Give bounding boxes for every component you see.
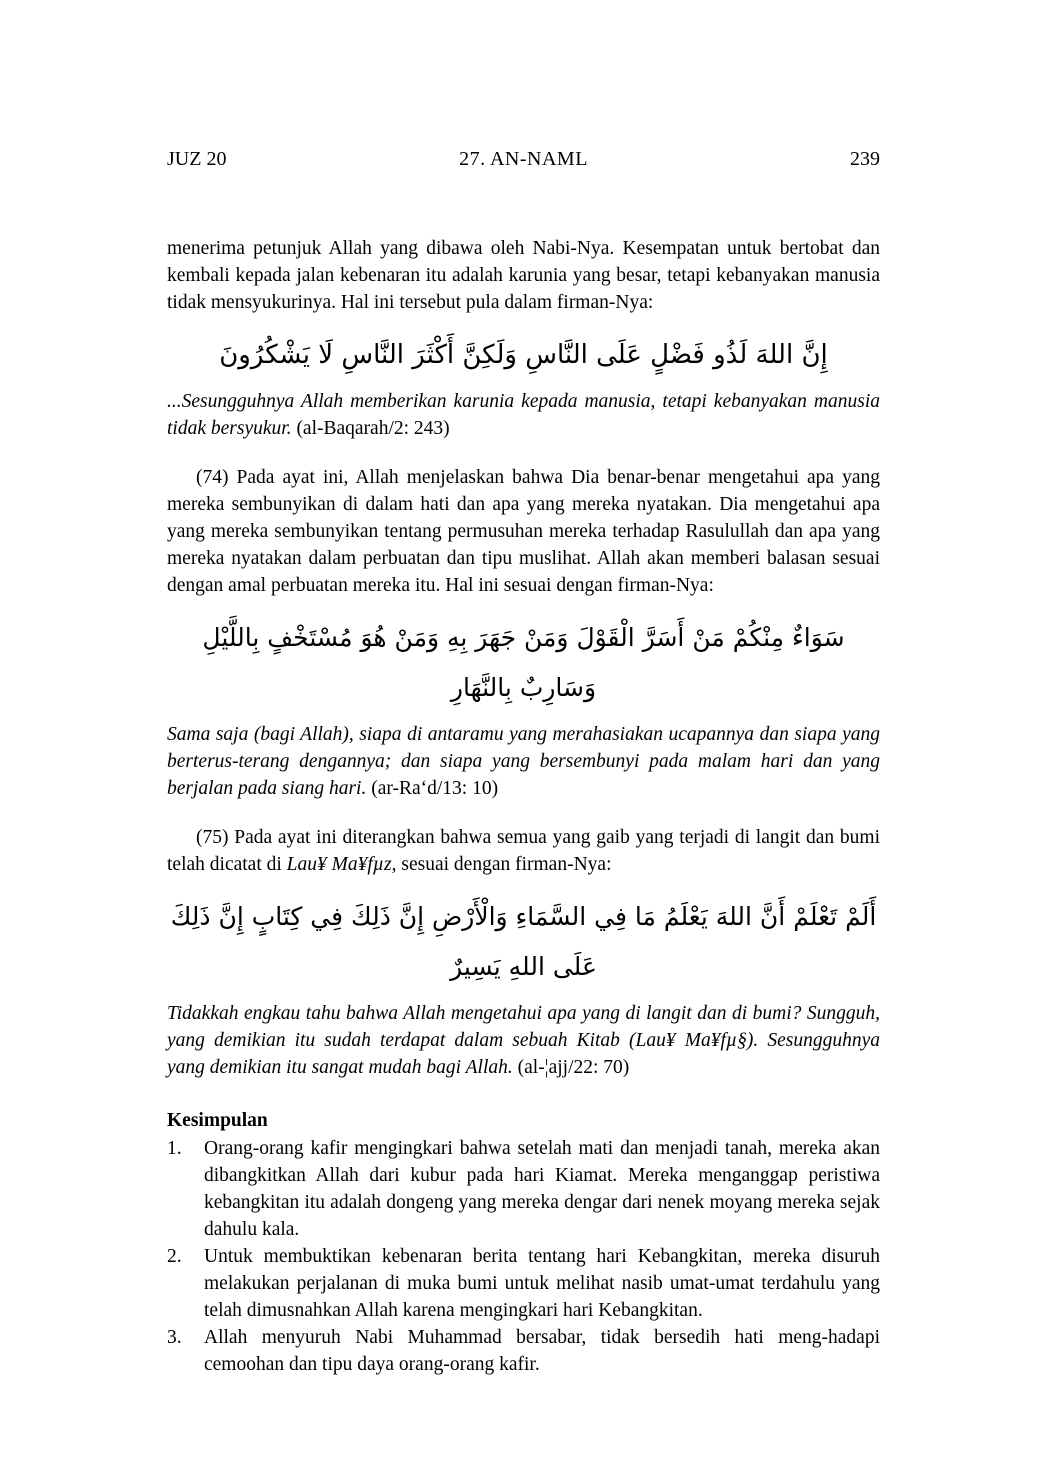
translation-text-2: Sama saja (bagi Allah), siapa di antaramu yang merahasiakan ucapannya dan siapa yang berterus-terang dengannya; dan siapa yang bersembunyi pada malam hari dan yang berjalan pada siang hari. <box>167 724 880 799</box>
conclusion-item-text: Untuk membuktikan kebenaran berita tentang hari Kebangkitan, mereka disuruh melakukan perjalanan di muka bumi untuk melihat nasib umat-umat terdahulu yang telah dimusnahkan Allah karena mengingkari hari Kebangkitan. <box>204 1246 880 1321</box>
translation-text-3: Tidakkah engkau tahu bahwa Allah mengetahui apa yang di langit dan di bumi? Sungguh, yang demikian itu sudah terdapat dalam sebuah Kitab (Lau¥ Ma¥fµ§). Sesungguhnya yang demikian itu sangat mudah bagi Allah. <box>167 1003 880 1078</box>
conclusion-list <box>167 1135 880 1378</box>
page-header <box>167 146 880 173</box>
arabic-verse-2: سَوَاءٌ مِنْكُمْ مَنْ أَسَرَّ الْقَوْلَ وَمَنْ جَهَرَ بِهِ وَمَنْ هُوَ مُسْتَخْفٍ بِاللَّيْلِ وَسَارِبٌ بِالنَّهَارِ <box>202 623 845 702</box>
paragraph-75-post: , sesuai dengan firman-Nya: <box>391 854 612 875</box>
surah-title: 27. AN-NAML <box>459 148 588 170</box>
verse-reference-2: (ar-Ra‘d/13: 10) <box>371 778 499 799</box>
conclusion-item-text: Allah menyuruh Nabi Muhammad bersabar, tidak bersedih hati meng-hadapi cemoohan dan tipu daya orang-orang kafir. <box>204 1327 880 1375</box>
conclusion-item-text: Orang-orang kafir mengingkari bahwa setelah mati dan menjadi tanah, mereka akan dibangkitkan Allah dari kubur pada hari Kiamat. Mereka menganggap peristiwa kebangkitan itu adalah dongeng yang mereka dengar dari nenek moyang mereka sejak dahulu kala. <box>204 1138 880 1240</box>
translation-text-1: ...Sesungguhnya Allah memberikan karunia kepada manusia, tetapi kebanyakan manusia tidak bersyukur. <box>167 391 880 439</box>
page-body <box>167 235 880 1378</box>
paragraph-continuation: menerima petunjuk Allah yang dibawa oleh Nabi-Nya. Kesempatan untuk bertobat dan kembali kepada jalan kebenaran itu adalah karunia yang besar, tetapi kebanyakan manusia tidak mensyukurinya. Hal ini tersebut pula dalam firman-Nya: <box>167 238 880 313</box>
verse-translation-2 <box>167 721 880 802</box>
paragraph-74: (74) Pada ayat ini, Allah menjelaskan bahwa Dia benar-benar mengetahui apa yang mereka sembunyikan di dalam hati dan apa yang mereka nyatakan. Dia mengetahui apa yang mereka sembunyikan tentang permusuhan mereka terhadap Rasulullah dan apa yang mereka nyatakan dalam perbuatan dan tipu muslihat. Allah akan memberi balasan sesuai dengan amal perbuatan mereka itu. Hal ini sesuai dengan firman-Nya: <box>167 467 880 596</box>
conclusion-heading: Kesimpulan <box>167 1110 268 1131</box>
page-number: 239 <box>850 148 881 170</box>
verse-translation-1 <box>167 388 880 442</box>
paragraph-75-term: Lau¥ Ma¥fµz <box>286 854 392 875</box>
conclusion-item-2 <box>167 1243 880 1324</box>
verse-reference-3: (al-¦ajj/22: 70) <box>517 1057 630 1078</box>
verse-translation-3 <box>167 1000 880 1081</box>
verse-reference-1: (al-Baqarah/2: 243) <box>296 418 450 439</box>
conclusion-item-number: 3. <box>167 1327 182 1348</box>
conclusion-item-number: 2. <box>167 1246 182 1267</box>
conclusion-item-1 <box>167 1135 880 1243</box>
paragraph-75-pre: (75) Pada ayat ini diterangkan bahwa semua yang gaib yang terjadi di langit dan bumi telah dicatat di <box>167 827 880 875</box>
conclusion-item-number: 1. <box>167 1138 182 1159</box>
juz-label: JUZ 20 <box>167 148 227 170</box>
paragraph-75 <box>167 824 880 878</box>
conclusion-item-3 <box>167 1324 880 1378</box>
arabic-verse-3: أَلَمْ تَعْلَمْ أَنَّ اللهَ يَعْلَمُ مَا فِي السَّمَاءِ وَالْأَرْضِ إِنَّ ذَلِكَ فِي كِتَابٍ إِنَّ ذَلِكَ عَلَى اللهِ يَسِيرٌ <box>170 902 877 981</box>
arabic-verse-1: إِنَّ اللهَ لَذُو فَضْلٍ عَلَى النَّاسِ وَلَكِنَّ أَكْثَرَ النَّاسِ لَا يَشْكُرُونَ <box>219 340 828 370</box>
